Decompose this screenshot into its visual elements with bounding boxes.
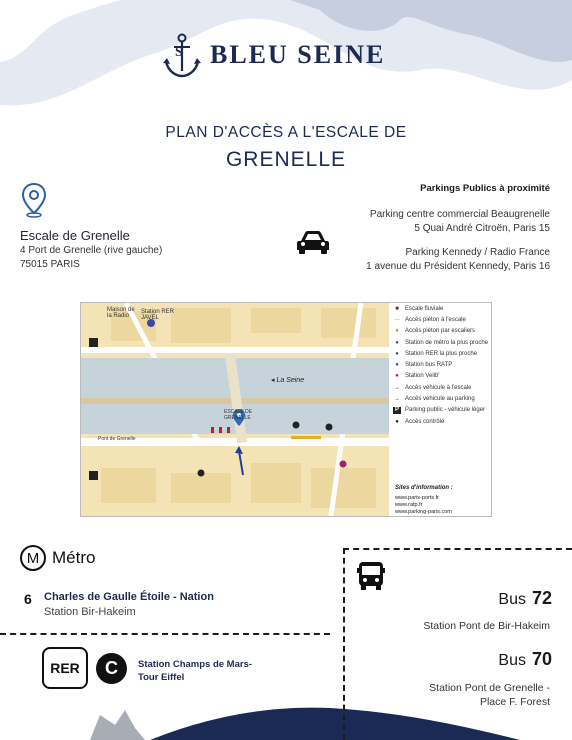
metro-line-number: 6 xyxy=(24,591,32,607)
legend-item: ● Station RER la plus proche xyxy=(393,348,491,359)
logo-letter: S xyxy=(175,45,183,60)
parkings-heading: Parkings Publics à proximité xyxy=(420,183,550,194)
bus-70-station-line2: Place F. Forest xyxy=(479,696,550,708)
legend-item: ● Station de métro la plus proche xyxy=(393,337,491,348)
controlled-access-icon: ● xyxy=(395,418,399,425)
rer-icon: ● xyxy=(395,350,399,357)
parking-1-name: Parking centre commercial Beaugrenelle xyxy=(369,209,550,220)
bus-72-station: Station Pont de Bir-Hakeim xyxy=(423,620,550,632)
rer-station-line1: Station Champs de Mars- xyxy=(138,659,253,670)
metro-label: Métro xyxy=(52,548,96,567)
legend-item: → Accès véhicule à l'escale xyxy=(394,384,472,391)
legend-item: ··· Accès piéton à l'escale xyxy=(394,316,466,323)
location-pin-icon xyxy=(20,182,48,218)
map-label-maison-radio: Maison de la Radio xyxy=(107,307,135,319)
legend-item: → Accès véhicule au parking xyxy=(394,396,475,403)
bus-70-heading: Bus 70 xyxy=(498,649,552,669)
legend-item: ● Accès contrôlé xyxy=(393,416,491,427)
rer-station-line2: Tour Eiffel xyxy=(138,672,185,683)
rer-line-c-badge: C xyxy=(96,653,127,684)
page-title-line1: PLAN D'ACCÈS A L'ESCALE DE xyxy=(165,124,407,141)
legend-item: ♦ Accès piéton par escaliers xyxy=(393,326,491,337)
bus-icon: ● xyxy=(395,362,399,369)
parking-icon: P xyxy=(394,407,399,414)
metro-icon: ● xyxy=(395,339,399,346)
bus-72-number: 72 xyxy=(531,588,552,608)
address-city: 75015 PARIS xyxy=(20,259,80,270)
bus-70-number: 70 xyxy=(531,649,552,669)
map-label-escale: ESCALE DE GRENELLE xyxy=(224,409,253,421)
map-label-seine: ◂ La Seine xyxy=(271,377,305,384)
legend-item: ● Station bus RATP xyxy=(393,359,491,370)
rer-badge: RER xyxy=(42,647,88,689)
legend-item: ■ Escale fluviale xyxy=(393,303,491,314)
divider-vertical xyxy=(343,548,345,740)
map-label-pont: Pont de Grenelle xyxy=(98,436,136,442)
bus-70-station-line1: Station Pont de Grenelle - xyxy=(429,682,550,694)
legend-item: P Parking public - véhicule léger xyxy=(394,407,486,414)
access-map xyxy=(80,302,492,517)
divider-middle-left xyxy=(0,633,330,635)
divider-top-right xyxy=(343,548,572,550)
metro-route: Charles de Gaulle Étoile - Nation xyxy=(44,591,214,603)
site-link[interactable]: www.paris-ports.fr xyxy=(395,495,440,501)
parking-2-address: 1 avenue du Président Kennedy, Paris 16 xyxy=(366,261,550,272)
parking-access-icon: → xyxy=(394,396,400,403)
site-link[interactable]: www.ratp.fr xyxy=(395,502,423,508)
address-name: Escale de Grenelle xyxy=(20,228,130,243)
car-icon xyxy=(296,229,330,255)
bus-icon xyxy=(356,560,386,592)
site-link[interactable]: www.parking-paris.com xyxy=(395,509,452,515)
velib-icon: ● xyxy=(395,373,399,380)
escale-icon: ■ xyxy=(395,305,399,312)
bus-72-heading: Bus 72 xyxy=(498,588,552,608)
address-street: 4 Port de Grenelle (rive gauche) xyxy=(20,245,163,256)
page-title-line2: GRENELLE xyxy=(225,148,347,171)
vehicle-access-icon: → xyxy=(394,384,400,391)
stairs-icon: ♦ xyxy=(395,328,399,335)
map-legend xyxy=(393,303,491,427)
parking-2-name: Parking Kennedy / Radio France xyxy=(405,247,550,258)
map-label-rer-javel: Station RER JAVEL xyxy=(141,309,175,321)
pedestrian-icon: ··· xyxy=(394,316,400,323)
brand-name: BLEU SEINE xyxy=(210,40,386,69)
legend-item: ● Station Velib' xyxy=(393,371,491,382)
anchor-logo xyxy=(162,33,202,79)
metro-badge: M xyxy=(20,545,46,571)
metro-station: Station Bir-Hakeim xyxy=(44,606,136,618)
parking-1-address: 5 Quai André Citroën, Paris 15 xyxy=(414,223,550,234)
sites-list xyxy=(395,495,452,516)
sites-heading: Sites d'information : xyxy=(395,485,453,491)
